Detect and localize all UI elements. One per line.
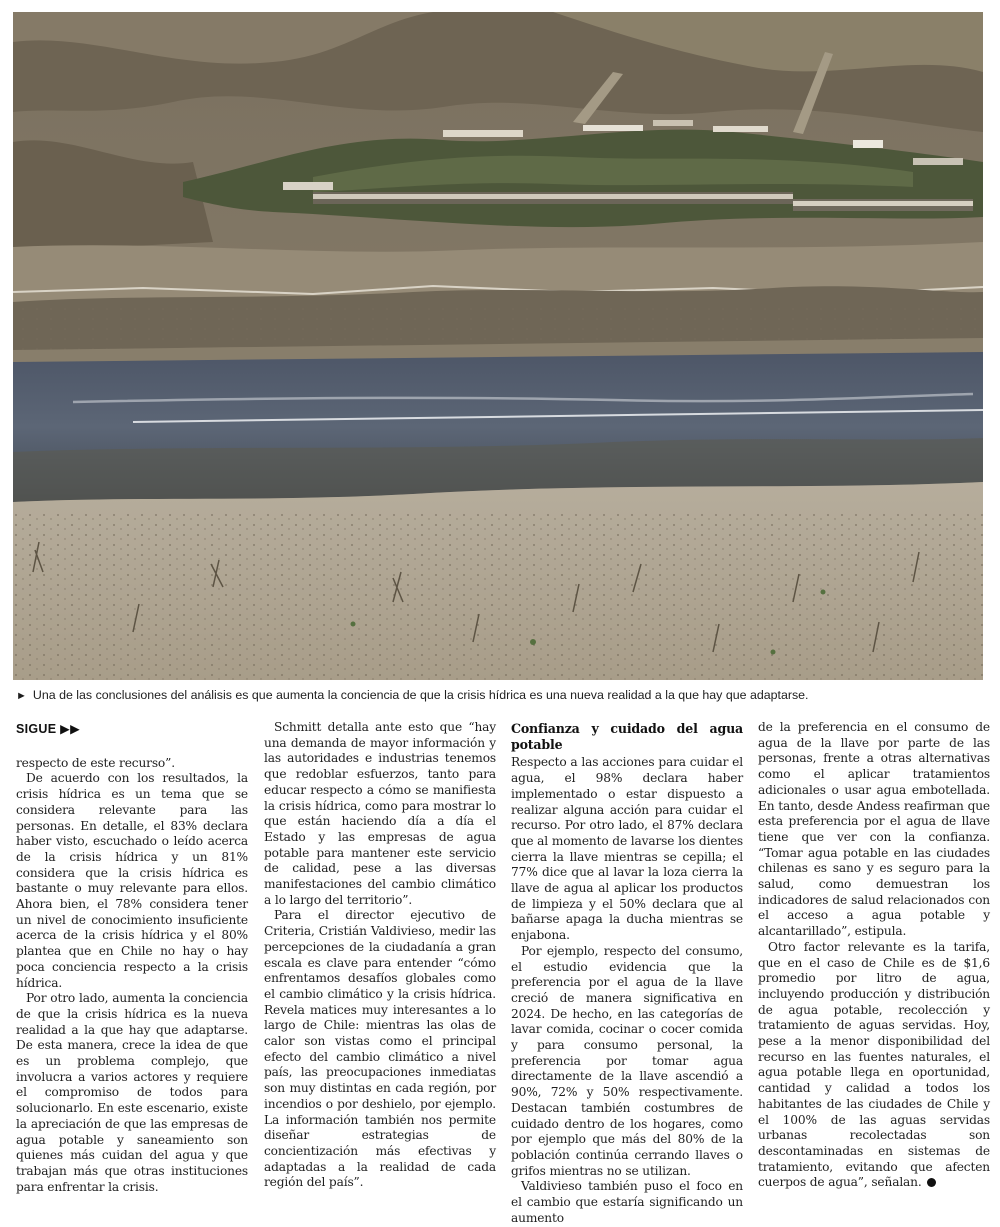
- paragraph: Schmitt detalla ante esto que “hay una demanda de mayor información y las autoridades e industrias tenemos que redoblar esfuerzos, tanto para educar respecto a cómo se manifiesta la crisis hídrica, como para mostrar lo que están haciendo día a día el Estado y las empresas de agua potable para mantener este servicio de calidad, pese a las diversas manifestaciones del cambio climático a lo largo del territorio”.: [264, 720, 496, 907]
- photo-caption: [16, 688, 986, 702]
- paragraph: Por ejemplo, respecto del consumo, el estudio evidencia que la preferencia por el agua de la llave creció de manera significativa en 2024. De hecho, en las categorías de lavar comida, cocinar o cocer comida y para consumo personal, la preferencia por tomar agua directamente de la llave ascendió a 90%, 72% y 50% respectivamente. Destacan también costumbres de cuidado dentro de los hogares, como por ejemplo que más del 80% de la población continúa cerrando llaves o grifos mientras no se utilizan.: [511, 943, 743, 1178]
- paragraph: Respecto a las acciones para cuidar el agua, el 98% declara haber implementado o estar dispuesto a realizar alguna acción para cuidar el recurso. Por otro lado, el 87% declara que al momento de lavarse los dientes cierra la llave mientras se cepilla; el 77% dice que al lavar la loza cierra la llave de agua al aplicar los productos de limpieza y el 50% declara que al bañarse apaga la ducha mientras se enjabona.: [511, 755, 743, 943]
- article-column-3: [511, 720, 743, 1227]
- reservoir-photo: [13, 12, 983, 680]
- section-heading: Confianza y cuidado del agua potable: [511, 721, 743, 752]
- end-of-article-icon: [927, 1178, 936, 1187]
- caption-text: Una de las conclusiones del análisis es que aumenta la conciencia de que la crisis hídrica es una nueva realidad a la que hay que adaptarse.: [32, 688, 809, 702]
- article-column-2: [264, 720, 496, 1191]
- paragraph: de la preferencia en el consumo de agua de la llave por parte de las personas, frente a otras alternativas como el aplicar tratamientos adicionales o usar agua embotellada. En tanto, desde Andess reafirman que esta preferencia por el agua de llave tiene que ver con la confianza. “Tomar agua potable en las ciudades chilenas es sano y es seguro para la salud, como demuestran los indicadores de salud relacionados con el acceso a agua potable y alcantarillado”, estipula.: [758, 720, 990, 939]
- paragraph: Por otro lado, aumenta la conciencia de que la crisis hídrica es la nueva realidad a la que hay que adaptarse. De esta manera, crece la idea de que es un problema complejo, que involucra a varios actores y requiere el compromiso de todos para solucionarlo. En este escenario, existe la apreciación de que las empresas de agua potable y saneamiento son quienes más cuidan del agua y que trabajan más que otras instituciones para enfrentar la crisis.: [16, 991, 248, 1194]
- continued-label: SIGUE ▶▶: [16, 722, 80, 736]
- article-column-1: [16, 720, 248, 1195]
- paragraph: Valdivieso también puso el foco en el cambio que estaría significando un aumento: [511, 1179, 743, 1225]
- caption-marker: ►: [16, 690, 27, 702]
- paragraph-text: Otro factor relevante es la tarifa, que en el caso de Chile es de $1,6 promedio por litro de agua, incluyendo producción y distribución de agua potable, recolección y tratamiento de aguas servidas. Hoy, pese a la menor disponibilidad del recurso en las fuentes naturales, el agua potable llega en oportunidad, cantidad y calidad a todos los habitantes de las ciudades de Chile y el 100% de las aguas servidas urbanas recolectadas son descontaminadas en sistemas de tratamiento, evitando que afecten cuerpos de agua”, señalan.: [758, 939, 990, 1190]
- article-column-4: [758, 720, 990, 1191]
- paragraph: Para el director ejecutivo de Criteria, Cristián Valdivieso, medir las percepciones de la ciudadanía a gran escala es clave para entender “cómo enfrentamos desafíos globales como el cambio climático y la crisis hídrica. Revela matices muy interesantes a lo largo de Chile: mientras las olas de calor son vistas como el principal efecto del cambio climático a nivel país, las preocupaciones inmediatas son muy distintas en cada región, por incendios o por deshielo, por ejemplo. La información también nos permite diseñar estrategias de concientización más efectivas y adaptadas a la realidad de cada región del país”.: [264, 908, 496, 1190]
- paragraph: De acuerdo con los resultados, la crisis hídrica es un tema que se considera relevante para las personas. En detalle, el 83% declara haber visto, escuchado o leído acerca de la crisis hídrica y un 81% considera que la crisis hídrica es bastante o muy relevante para ellos. Ahora bien, el 78% considera tener un nivel de conocimiento insuficiente acerca de la crisis hídrica y el 80% plantea que en Chile no hay o hay poca conciencia respecto a la crisis hídrica.: [16, 771, 248, 990]
- paragraph: respecto de este recurso”.: [16, 755, 175, 770]
- paragraph: [758, 940, 990, 1191]
